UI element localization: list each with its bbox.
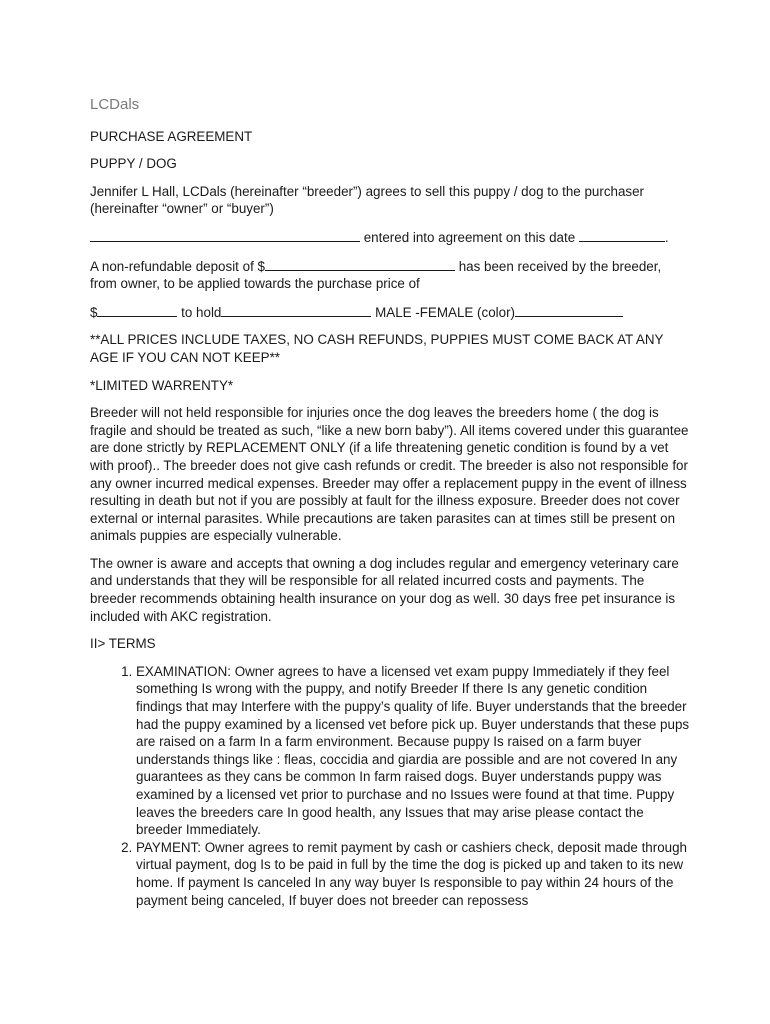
- to-hold-text: to hold: [177, 304, 222, 320]
- terms-heading: II> TERMS: [90, 636, 156, 652]
- terms-list: [90, 663, 690, 909]
- warranty-heading: *LIMITED WARRENTY*: [90, 377, 234, 393]
- deposit-text-end: has been received by the breeder, from owner, to be applied towards the purchase price of: [90, 258, 662, 292]
- deposit-amount-blank[interactable]: [265, 257, 455, 271]
- agreement-date-period: .: [664, 229, 669, 245]
- term-examination: 1. EXAMINATION: Owner agrees to have a licensed vet exam puppy Immediately if they feel something Is wrong with the puppy, and notify Breeder If there Is any genetic condition findings that may Interfere with the puppy’s quality of life. Buyer understands that the breeder had the puppy examined by a licensed vet before pick up. Buyer understands that these pups are raised on a farm In a farm environment. Because puppy Is raised on a farm buyer understands things like : fleas, coccidia and giardia are possible and are not covered In any guarantees as they cans be common In farm raised dogs. Buyer understands puppy was examined by a licensed vet prior to purchase and no Issues were found at that time. Puppy leaves the breeders care In good health, any Issues that may arise please contact the breeder Immediately.: [136, 663, 690, 839]
- agreement-date-blank[interactable]: [579, 228, 665, 242]
- sex-color-text: MALE -FEMALE (color): [371, 304, 515, 320]
- intro-paragraph: Jennifer L Hall, LCDals (hereinafter “breeder”) agrees to sell this puppy / dog to the purchaser (hereinafter “owner” or “buyer”): [90, 183, 645, 217]
- agreement-date-text: entered into agreement on this date: [360, 229, 579, 245]
- document-page: [90, 96, 690, 909]
- owner-aware-paragraph: The owner is aware and accepts that owning a dog includes regular and emergency veterinary care and understands that they will be responsible for all related incurred costs and payments. The breeder recommends obtaining health insurance on your dog as well. 30 days free pet insurance is included with AKC registration.: [90, 555, 679, 624]
- color-blank[interactable]: [515, 303, 623, 317]
- deposit-paragraph: [90, 257, 690, 293]
- warranty-paragraph: Breeder will not held responsible for injuries once the dog leaves the breeders home ( the dog is fragile and should be treated as such, “like a new born baby”). All items covered under this guarantee are done strictly by REPLACEMENT ONLY (if a life threatening genetic condition is found by a vet with proof).. The breeder does not give cash refunds or credit. The breeder is also not responsible for any owner incurred medical expenses. Breeder may offer a replacement puppy in the event of illness resulting in death but not if you are possibly at fault for the illness exposure. Breeder does not cover external or internal parasites. While precautions are taken parasites can at times still be present on animals puppies are especially vulnerable.: [90, 405, 689, 544]
- deposit-text-start: A non-refundable deposit of $: [90, 258, 265, 274]
- hold-blank[interactable]: [221, 303, 371, 317]
- price-blank[interactable]: [97, 303, 177, 317]
- prices-note: **ALL PRICES INCLUDE TAXES, NO CASH REFUNDS, PUPPIES MUST COME BACK AT ANY AGE IF YOU CAN NOT KEEP**: [90, 332, 664, 365]
- agreement-date-line: [90, 228, 690, 247]
- owner-name-blank[interactable]: [90, 228, 360, 242]
- agreement-title: PURCHASE AGREEMENT: [90, 128, 253, 144]
- price-dollar-sign: $: [90, 304, 98, 320]
- term-payment: 2. PAYMENT: Owner agrees to remit payment by cash or cashiers check, deposit made through virtual payment, dog Is to be paid in full by the time the dog is picked up and taken to its new home. If payment Is canceled In any way buyer Is responsible to pay within 24 hours of the payment being canceled, If buyer does not breeder can repossess: [136, 839, 690, 909]
- hold-line: [90, 303, 690, 322]
- agreement-subtitle: PUPPY / DOG: [90, 156, 177, 172]
- document-header: LCDals: [90, 96, 140, 113]
